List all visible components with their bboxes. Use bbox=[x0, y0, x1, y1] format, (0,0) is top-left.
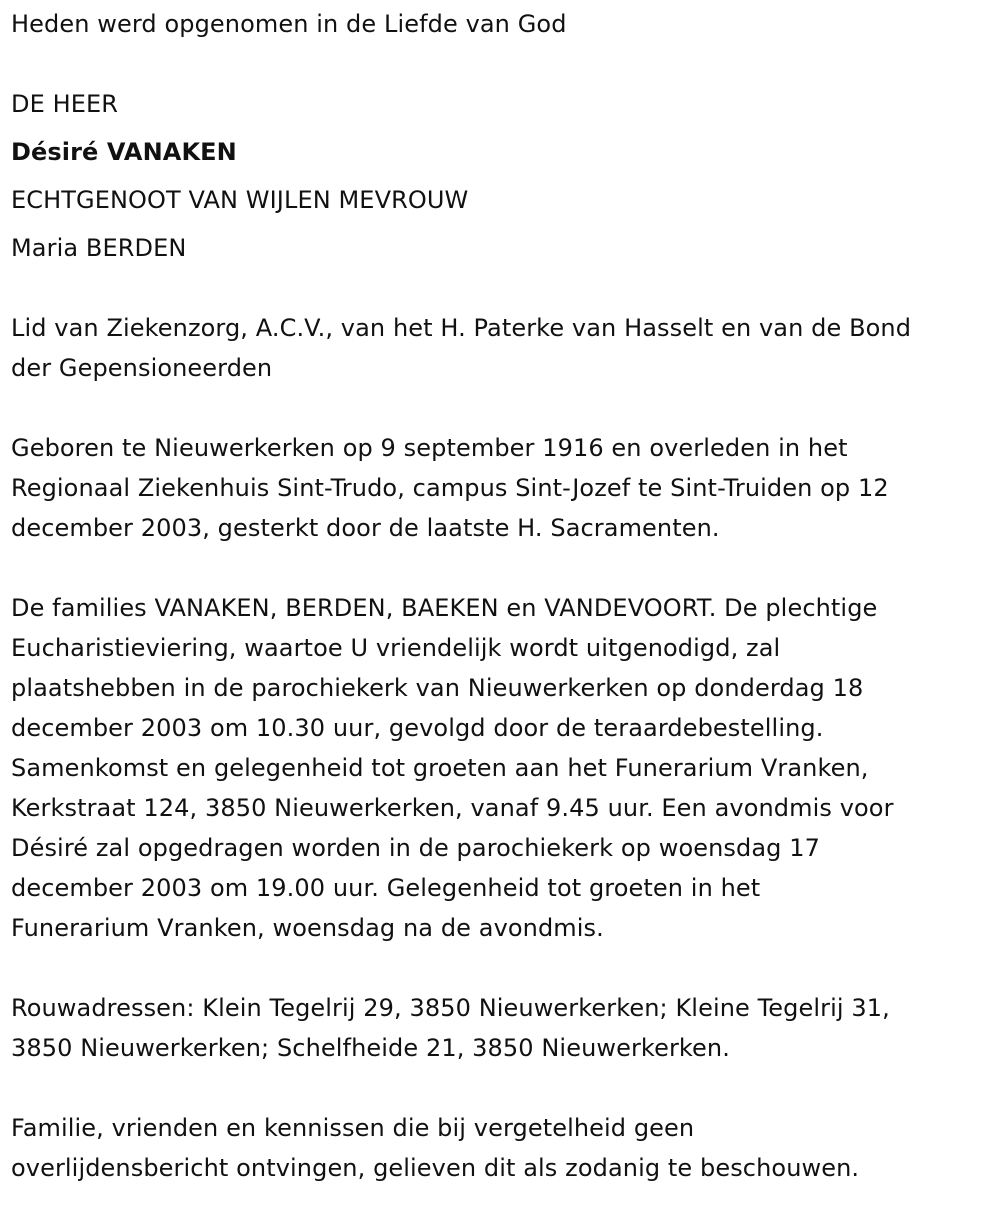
spouse-relation: ECHTGENOOT VAN WIJLEN MEVROUW bbox=[11, 186, 469, 214]
addresses-line: Rouwadressen: Klein Tegelrij 29, 3850 Nieuwerkerken; Kleine Tegelrij 31, bbox=[11, 994, 890, 1022]
spacer bbox=[11, 124, 990, 132]
memberships-line: der Gepensioneerden bbox=[11, 354, 273, 382]
ceremony-line: De families VANAKEN, BERDEN, BAEKEN en VANDEVOORT. De plechtige bbox=[11, 594, 878, 622]
spacer bbox=[11, 44, 990, 84]
addresses-line: 3850 Nieuwerkerken; Schelfheide 21, 3850 Nieuwerkerken. bbox=[11, 1034, 730, 1062]
spacer bbox=[11, 388, 990, 428]
title-prefix: DE HEER bbox=[11, 90, 119, 118]
closing-paragraph bbox=[11, 1108, 990, 1188]
birth-death-paragraph bbox=[11, 428, 990, 548]
ceremony-line: Désiré zal opgedragen worden in de parochiekerk op woensdag 17 bbox=[11, 834, 820, 862]
deceased-name: Désiré VANAKEN bbox=[11, 138, 237, 166]
spacer bbox=[11, 1068, 990, 1108]
addresses-paragraph bbox=[11, 988, 990, 1068]
memberships-paragraph bbox=[11, 308, 990, 388]
memberships-line: Lid van Ziekenzorg, A.C.V., van het H. Paterke van Hasselt en van de Bond bbox=[11, 314, 912, 342]
ceremony-line: Samenkomst en gelegenheid tot groeten aan het Funerarium Vranken, bbox=[11, 754, 869, 782]
ceremony-line: plaatshebben in de parochiekerk van Nieuwerkerken op donderdag 18 bbox=[11, 674, 864, 702]
ceremony-line: Funerarium Vranken, woensdag na de avondmis. bbox=[11, 914, 604, 942]
ceremony-line: december 2003 om 19.00 uur. Gelegenheid tot groeten in het bbox=[11, 874, 761, 902]
closing-line: overlijdensbericht ontvingen, gelieven dit als zodanig te beschouwen. bbox=[11, 1154, 860, 1182]
spouse-name: Maria BERDEN bbox=[11, 234, 187, 262]
birth-death-line: Regionaal Ziekenhuis Sint-Trudo, campus Sint-Jozef te Sint-Truiden op 12 bbox=[11, 474, 889, 502]
ceremony-line: Eucharistieviering, waartoe U vriendelijk wordt uitgenodigd, zal bbox=[11, 634, 781, 662]
ceremony-line: Kerkstraat 124, 3850 Nieuwerkerken, vanaf 9.45 uur. Een avondmis voor bbox=[11, 794, 894, 822]
spacer bbox=[11, 268, 990, 308]
birth-death-line: Geboren te Nieuwerkerken op 9 september 1916 en overleden in het bbox=[11, 434, 848, 462]
intro-line: Heden werd opgenomen in de Liefde van God bbox=[11, 10, 567, 38]
spacer bbox=[11, 548, 990, 588]
spacer bbox=[11, 220, 990, 228]
ceremony-paragraph bbox=[11, 588, 990, 948]
spacer bbox=[11, 948, 990, 988]
closing-line: Familie, vrienden en kennissen die bij vergetelheid geen bbox=[11, 1114, 695, 1142]
ceremony-line: december 2003 om 10.30 uur, gevolgd door de teraardebestelling. bbox=[11, 714, 824, 742]
birth-death-line: december 2003, gesterkt door de laatste H. Sacramenten. bbox=[11, 514, 720, 542]
spacer bbox=[11, 172, 990, 180]
